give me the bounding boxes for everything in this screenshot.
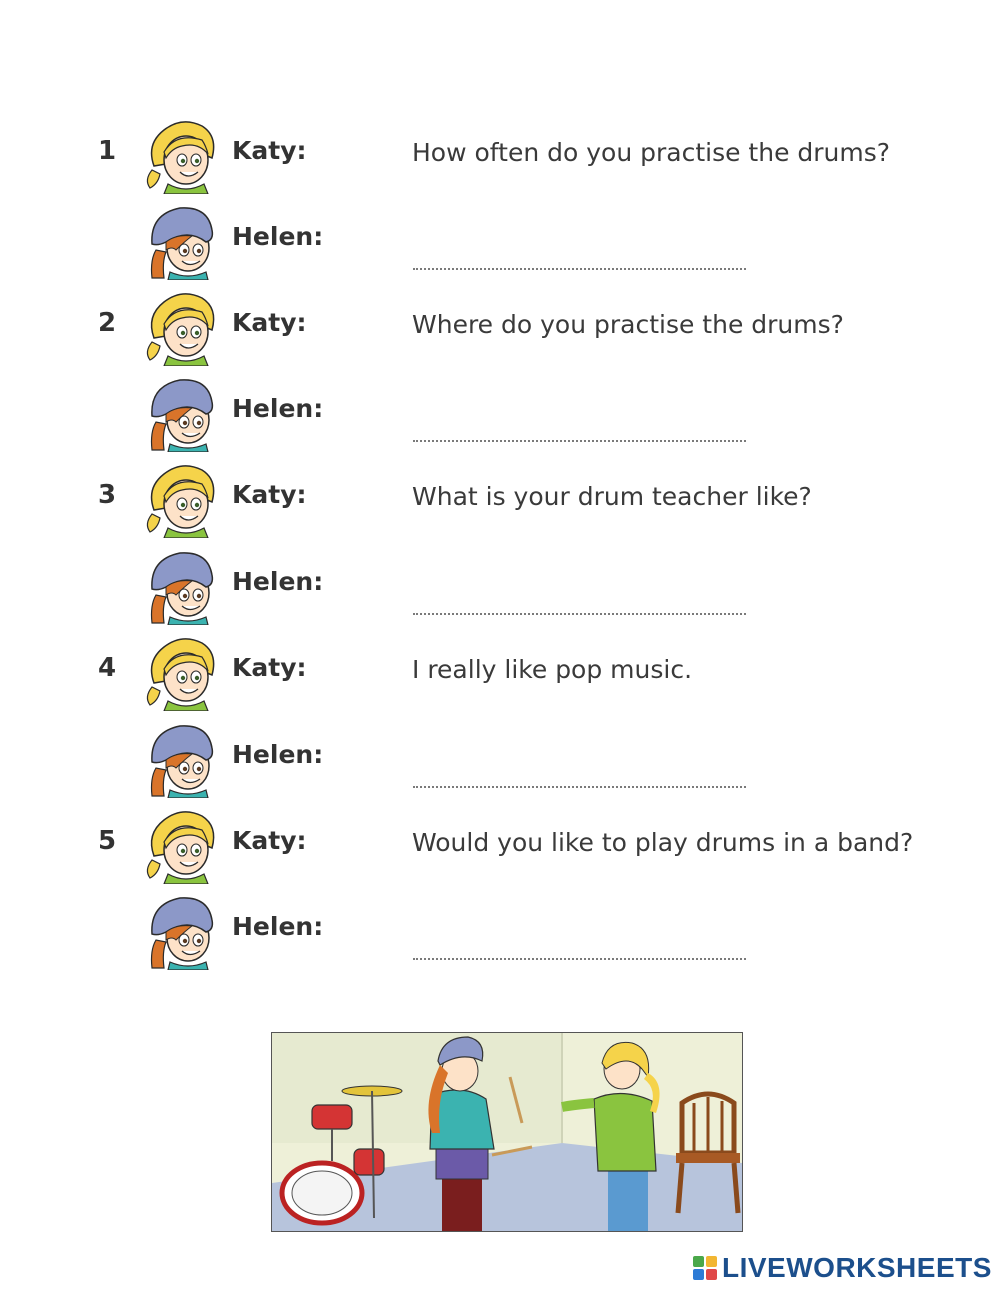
katy-avatar-icon bbox=[142, 286, 222, 366]
liveworksheets-logo-icon bbox=[692, 1255, 718, 1281]
answer-field-1[interactable] bbox=[413, 242, 746, 270]
item-3-helen-row bbox=[0, 545, 1000, 635]
question-text: I really like pop music. bbox=[412, 655, 693, 684]
item-5-helen-row bbox=[0, 890, 1000, 980]
helen-avatar-icon bbox=[142, 890, 222, 970]
item-2-katy-row bbox=[0, 286, 1000, 376]
question-text: How often do you practise the drums? bbox=[412, 138, 891, 167]
item-number: 3 bbox=[98, 480, 117, 510]
item-number: 4 bbox=[98, 653, 117, 683]
answer-field-5[interactable] bbox=[413, 932, 746, 960]
item-4-katy-row bbox=[0, 631, 1000, 721]
answer-field-4[interactable] bbox=[413, 760, 746, 788]
speaker-katy: Katy: bbox=[232, 308, 307, 337]
helen-avatar-icon bbox=[142, 200, 222, 280]
speaker-helen: Helen: bbox=[232, 394, 324, 423]
speaker-katy: Katy: bbox=[232, 136, 307, 165]
answer-field-2[interactable] bbox=[413, 414, 746, 442]
katy-avatar-icon bbox=[142, 458, 222, 538]
question-text: Where do you practise the drums? bbox=[412, 310, 844, 339]
brand-footer bbox=[692, 1252, 992, 1284]
brand-name: LIVEWORKSHEETS bbox=[722, 1252, 992, 1283]
question-text: What is your drum teacher like? bbox=[412, 482, 812, 511]
question-text: Would you like to play drums in a band? bbox=[412, 828, 914, 857]
item-1-helen-row bbox=[0, 200, 1000, 290]
katy-avatar-icon bbox=[142, 114, 222, 194]
item-number: 1 bbox=[98, 136, 117, 166]
speaker-katy: Katy: bbox=[232, 653, 307, 682]
katy-avatar-icon bbox=[142, 631, 222, 711]
item-2-helen-row bbox=[0, 372, 1000, 462]
katy-avatar-icon bbox=[142, 804, 222, 884]
answer-field-3[interactable] bbox=[413, 587, 746, 615]
speaker-katy: Katy: bbox=[232, 826, 307, 855]
item-number: 2 bbox=[98, 308, 117, 338]
helen-avatar-icon bbox=[142, 372, 222, 452]
illustration-drum-scene bbox=[271, 1032, 743, 1232]
helen-avatar-icon bbox=[142, 545, 222, 625]
speaker-helen: Helen: bbox=[232, 567, 324, 596]
item-number: 5 bbox=[98, 826, 117, 856]
speaker-helen: Helen: bbox=[232, 222, 324, 251]
speaker-helen: Helen: bbox=[232, 740, 324, 769]
speaker-katy: Katy: bbox=[232, 480, 307, 509]
speaker-helen: Helen: bbox=[232, 912, 324, 941]
item-4-helen-row bbox=[0, 718, 1000, 808]
helen-avatar-icon bbox=[142, 718, 222, 798]
item-5-katy-row bbox=[0, 804, 1000, 894]
item-3-katy-row bbox=[0, 458, 1000, 548]
item-1-katy-row bbox=[0, 114, 1000, 204]
